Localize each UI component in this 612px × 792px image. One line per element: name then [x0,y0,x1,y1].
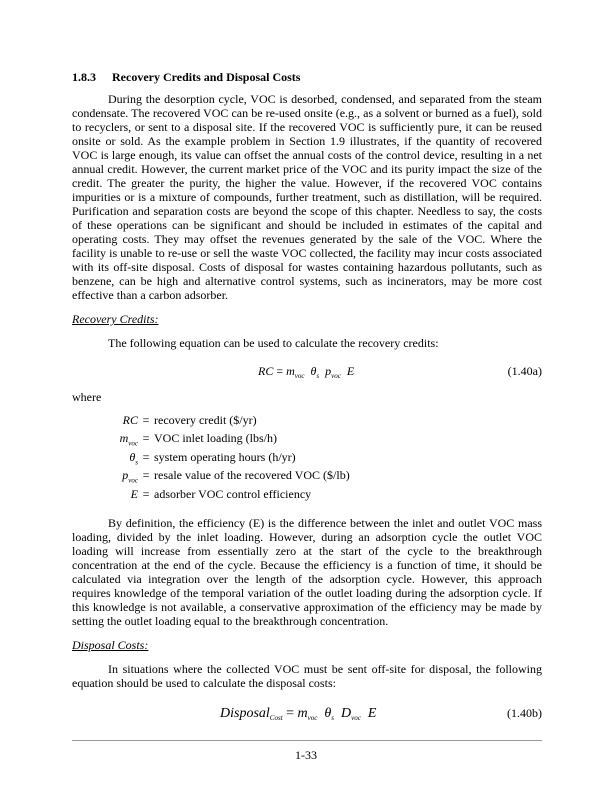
section-number: 1.8.3 [72,70,96,84]
page-number: 1-33 [295,748,317,762]
definition-row: $p_{voc}$ = resale value of the recovered VOC ($/lb) [122,468,350,485]
footer-rule [72,740,542,741]
definition-row: $m_{voc}$ = VOC inlet loading (lbs/h) [119,431,277,448]
definition-row: RC = recovery credit ($/yr) [122,413,257,427]
definition-row: E = adsorber VOC control efficiency [130,486,312,501]
intro-paragraph: During the desorption cycle, VOC is desorbed, condensed, and separated from the steam condensate. The recovered VOC can be re-used onsite (e.g., as a solvent or burned as a fuel), sold to recyclers, or sent to a disposal site. If the recovered VOC is sufficiently pure, it can be reused onsite or sold. As the example problem in Section 1.9 illustrates, if the quantity of recovered VOC is large enough, its value can offset the annual costs of the control device, resulting in a net annual credit. However, the current market price of the VOC and its purity impact the size of the credit. The greater the purity, the higher the value. However, if the recovered VOC contains impurities or is a mixture of compounds, further treatment, such as distillation, will be required. Purification and separation costs are beyond the scope of this chapter. Needless to say, the costs of these operations can be significant and should be included in estimates of the capital and operating costs. They may offset the revenues generated by the sale of the VOC. Where the facility is unable to re-use or sell the waste VOC collected, the facility may incur costs associated with its off-site disposal. Costs of disposal for wastes containing hazardous pollutants, such as benzene, can be high and alternative control systems, such as incinerators, may be more cost effective than a carbon adsorber. [72,92,542,302]
recovery-credit-formula: RC = $m_{voc}$ $\theta_s$ $p_{voc}$ E [258,364,355,380]
document-page [72,70,542,728]
section-title: Recovery Credits and Disposal Costs [112,70,301,84]
equation-1-40b [72,706,542,728]
recovery-credits-subhead: Recovery Credits: [72,312,159,326]
variable-definitions [100,414,350,506]
efficiency-paragraph: By definition, the efficiency (E) is the difference between the inlet and outlet VOC mass loading, divided by the inlet loading. However, during an adsorption cycle the outlet VOC loading will increase from essentially zero at the start of the cycle to the breakthrough concentration at the end of the cycle. Because the efficiency is a function of time, it should be calculated via integration over the length of the adsorption cycle. However, this approach requires knowledge of the temporal variation of the outlet loading during the adsorption cycle. If this knowledge is not available, a conservative approximation of the efficiency may be made by setting the outlet loading equal to the breakthrough concentration. [72,515,542,628]
equation-1-40a [72,364,542,382]
disposal-intro-paragraph: In situations where the collected VOC must be sent off-site for disposal, the following equation should be used to calculate the disposal costs: [72,661,542,690]
definition-row: $\theta_s$ = system operating hours (h/yr) [129,449,296,467]
disposal-costs-subhead: Disposal Costs: [72,637,149,652]
recovery-intro-paragraph: The following equation can be used to calculate the recovery credits: [108,336,439,350]
section-heading [72,70,542,85]
equation-label-1-40b: (1.40b) [507,705,542,720]
disposal-cost-formula: Disposal$_{Cost}$ = $m_{voc}$ $\theta_s$ $D_{voc}$ E [220,705,377,722]
where-label: where [72,390,102,404]
equation-label-1-40a: (1.40a) [507,364,542,378]
